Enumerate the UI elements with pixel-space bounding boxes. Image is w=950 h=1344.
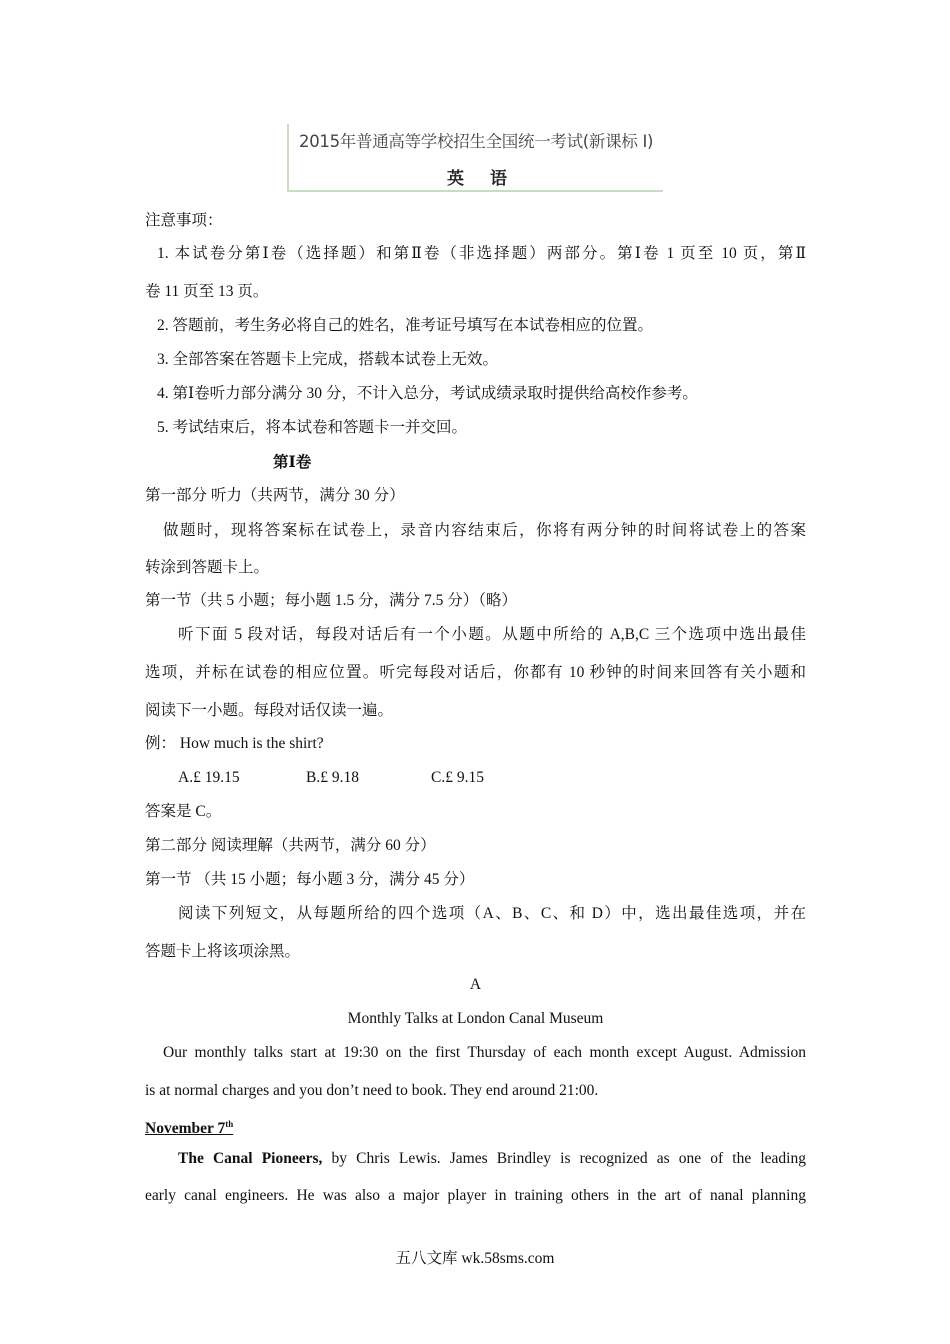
talk-description-line2: early canal engineers. He was also a major player in training others in the art of nanal planning — [145, 1187, 806, 1204]
part1-title: 第一部分 听力（共两节，满分 30 分） — [145, 487, 405, 504]
talk-description-rest: by Chris Lewis. James Brindley is recognized as one of the leading — [322, 1150, 806, 1167]
notice-item-3: 3. 全部答案在答题卡上完成，搭载本试卷上无效。 — [157, 351, 499, 368]
part2-instructions-line1: 阅读下列短文，从每题所给的四个选项（A、B、C、和 D）中，选出最佳选项，并在 — [178, 905, 806, 922]
section1-instructions-line1: 听下面 5 段对话，每段对话后有一个小题。从题中所给的 A,B,C 三个选项中选出最佳 — [178, 626, 806, 643]
section1-instructions-line3: 阅读下一小题。每段对话仅读一遍。 — [145, 702, 394, 719]
notice-item-5: 5. 考试结束后，将本试卷和答题卡一并交回。 — [157, 419, 468, 436]
part2-title: 第二部分 阅读理解（共两节，满分 60 分） — [145, 837, 436, 854]
notice-item-1-line2: 卷 11 页至 13 页。 — [145, 283, 269, 300]
subject-title: 英语 — [447, 169, 533, 189]
talk-date — [145, 1114, 233, 1139]
exam-title: 2015年普通高等学校招生全国统一考试(新课标 I) — [299, 132, 654, 151]
passage-intro-line2: is at normal charges and you don’t need to book. They end around 21:00. — [145, 1082, 599, 1099]
notice-heading: 注意事项： — [145, 212, 223, 229]
talk-date-main: November 7 — [145, 1120, 226, 1138]
example-answer: 答案是 C。 — [145, 803, 222, 820]
volume1-heading: 第Ⅰ卷 — [273, 454, 312, 471]
notice-item-1-line1: 1. 本试卷分第Ⅰ卷（选择题）和第Ⅱ卷（非选择题）两部分。第Ⅰ卷 1 页至 10 页，第Ⅱ — [157, 245, 806, 262]
footer-watermark: 五八文库 wk.58sms.com — [395, 1250, 555, 1267]
example-option-b: B.£ 9.18 — [306, 769, 359, 786]
example-option-c: C.£ 9.15 — [431, 769, 484, 786]
part2-section1-title: 第一节 （共 15 小题；每小题 3 分，满分 45 分） — [145, 871, 475, 888]
notice-item-2: 2. 答题前，考生务必将自己的姓名，准考证号填写在本试卷相应的位置。 — [157, 317, 654, 334]
section1-title: 第一节（共 5 小题；每小题 1.5 分，满分 7.5 分）（略） — [145, 592, 518, 609]
part1-instructions-line2: 转涂到答题卡上。 — [145, 559, 270, 576]
talk-date-suffix: th — [225, 1119, 234, 1129]
example-option-a: A.£ 19.15 — [178, 769, 240, 786]
passage-letter: A — [469, 976, 482, 993]
notice-item-4: 4. 第Ⅰ卷听力部分满分 30 分，不计入总分，考试成绩录取时提供给高校作参考。 — [157, 385, 698, 402]
part2-instructions-line2: 答题卡上将该项涂黑。 — [145, 943, 301, 960]
passage-intro-line1: Our monthly talks start at 19:30 on the first Thursday of each month except August. Admission — [163, 1044, 806, 1061]
example-question: 例： How much is the shirt? — [145, 735, 324, 752]
talk-title: The Canal Pioneers, — [178, 1150, 323, 1167]
title-box — [287, 124, 663, 192]
part1-instructions-line1: 做题时，现将答案标在试卷上，录音内容结束后，你将有两分钟的时间将试卷上的答案 — [163, 522, 806, 539]
talk-description-line1 — [178, 1149, 806, 1169]
passage-title: Monthly Talks at London Canal Museum — [347, 1010, 604, 1027]
section1-instructions-line2: 选项，并标在试卷的相应位置。听完每段对话后，你都有 10 秒钟的时间来回答有关小题和 — [145, 664, 806, 681]
